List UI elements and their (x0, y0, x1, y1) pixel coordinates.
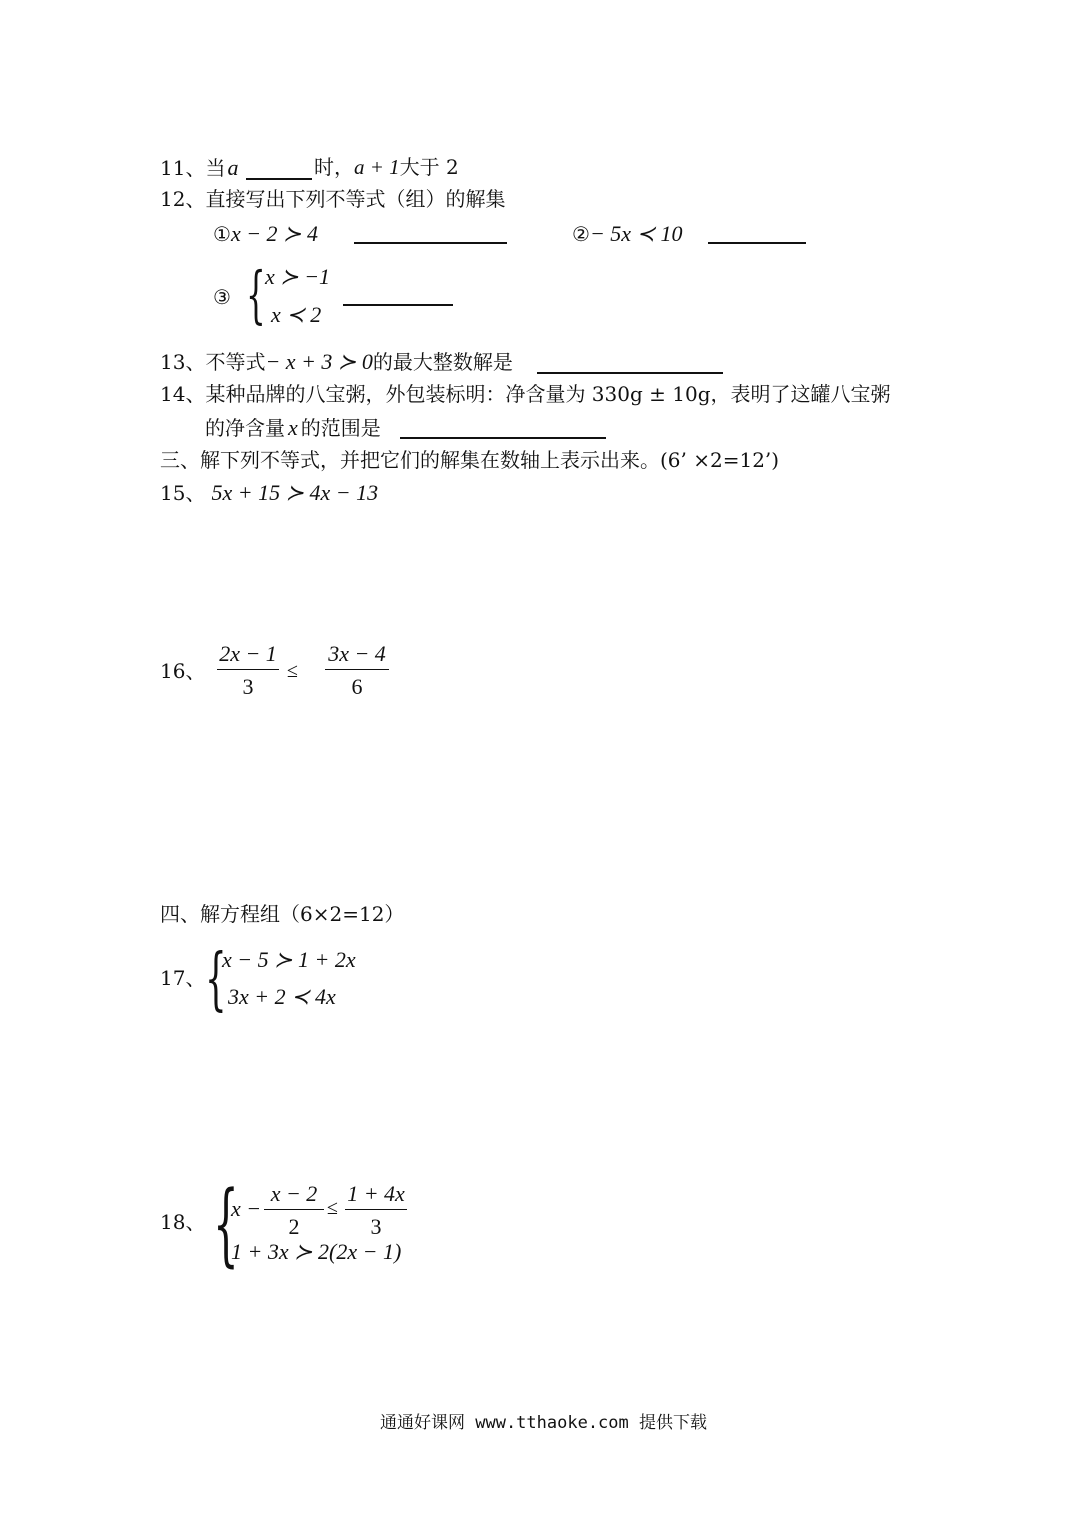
question-12: 12、直接写出下列不等式（组）的解集 (160, 187, 506, 211)
question-16-number: 16、 (160, 659, 206, 683)
fraction-right: 3x − 4 6 (325, 643, 389, 698)
fraction-left: x − 2 2 (264, 1183, 324, 1238)
relation-sign: ≤ (287, 660, 298, 682)
section-4-heading: 四、解方程组（6×2=12） (160, 902, 405, 926)
answer-blank-11[interactable] (246, 178, 312, 180)
part-1: ①x − 2 ≻ 4 (213, 221, 318, 246)
answer-blank-13[interactable] (537, 372, 723, 374)
system-line-1: x − 5 ≻ 1 + 2x (222, 947, 356, 972)
brace-icon: { (205, 940, 227, 1019)
question-number: 11、 (160, 156, 206, 180)
relation-sign: ≤ (327, 1197, 338, 1219)
question-13: 13、不等式− x + 3 ≻ 0的最大整数解是 (160, 349, 513, 374)
part-2: ②− 5x ≺ 10 (572, 221, 683, 246)
question-number: 14、 (160, 382, 206, 406)
question-number: 15、 (160, 481, 206, 505)
brace-icon: { (246, 258, 266, 331)
question-14: 14、某种品牌的八宝粥，外包装标明：净含量为 330g ± 10g，表明了这罐八宝粥 (160, 382, 891, 406)
fraction-right: 1 + 4x 3 (345, 1183, 407, 1238)
question-17-number: 17、 (160, 966, 206, 990)
question-15: 15、 5x + 15 ≻ 4x − 13 (160, 480, 379, 505)
system-line-2: x ≺ 2 (271, 302, 322, 327)
footer-credit: 通通好课网 www.tthaoke.com 提供下载 (380, 1413, 707, 1433)
question-11: 11、当a (160, 155, 239, 180)
question-18-number: 18、 (160, 1210, 206, 1234)
system-line-2: 3x + 2 ≺ 4x (228, 984, 336, 1009)
system-line-1: x ≻ −1 (265, 264, 331, 289)
answer-blank-12-3[interactable] (343, 304, 453, 306)
part-3-mark: ③ (213, 285, 231, 309)
section-3-heading: 三、解下列不等式，并把它们的解集在数轴上表示出来。(6’ ×2=12’) (160, 448, 780, 472)
question-number: 12、 (160, 187, 206, 211)
answer-blank-14[interactable] (400, 437, 606, 439)
system-line-2: 1 + 3x ≻ 2(2x − 1) (231, 1239, 402, 1264)
answer-blank-12-2[interactable] (708, 242, 806, 244)
system-term-x: x − (231, 1196, 262, 1221)
question-14-line-2: 的净含量 x 的范围是 (205, 415, 381, 440)
fraction-left: 2x − 1 3 (217, 643, 279, 698)
brace-icon: { (213, 1172, 239, 1277)
question-number: 13、 (160, 350, 206, 374)
answer-blank-12-1[interactable] (354, 242, 507, 244)
